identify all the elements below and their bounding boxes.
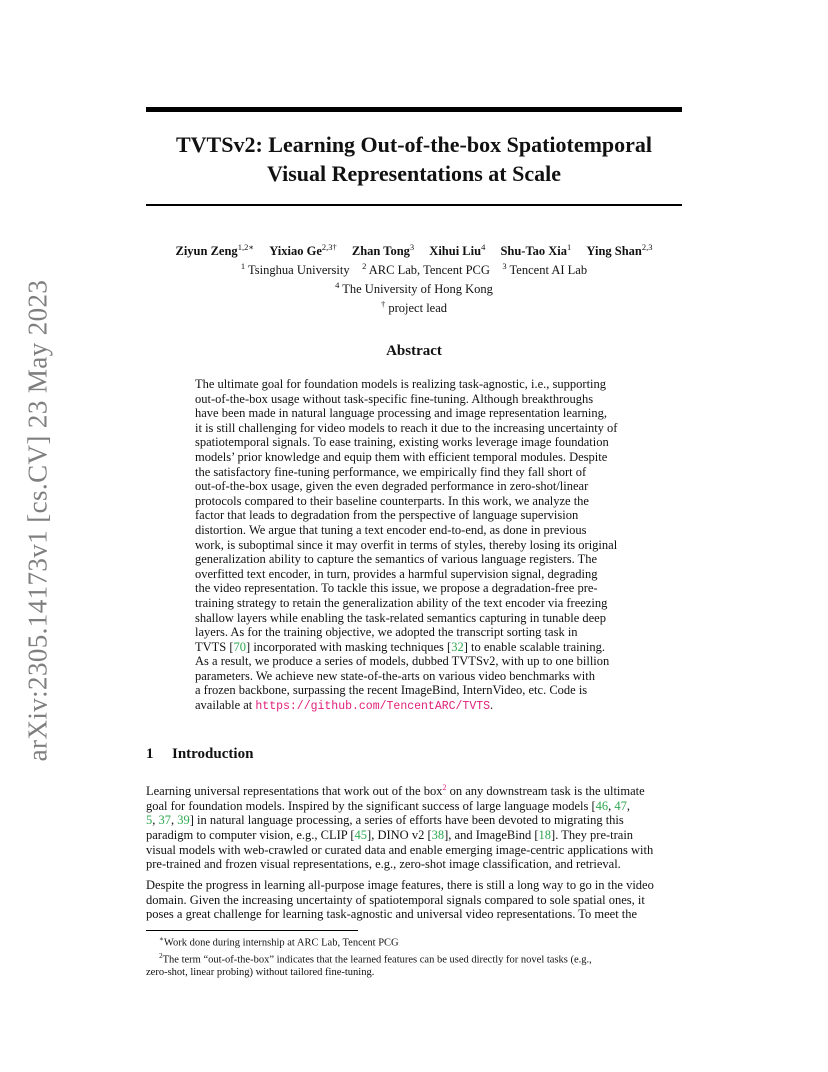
affiliation-line-2: $^4$ The University of Hong Kong <box>335 280 493 297</box>
abstract-line: generalization ability to capture the semantics of various language registers. The <box>195 552 598 567</box>
abstract-line: a frozen backbone, surpassing the recent ImageBind, InternVideo, etc. Code is <box>195 683 588 698</box>
abstract-line: models’ prior knowledge and equip them with efficient temporal modules. Despite <box>195 449 608 464</box>
arxiv-side-identifier <box>18 280 58 760</box>
abstract-line: out-of-the-box usage without task-specific fine-tuning. Although breakthroughs <box>195 391 594 406</box>
section-heading <box>146 746 253 763</box>
author: Shu-Tao Xia$^1$ <box>500 242 572 259</box>
author: Ziyun Zeng$^{1,2∗}$ <box>175 242 255 259</box>
abstract-line: TVTS [70] incorporated with masking techniques [32] to enable scalable training. <box>195 639 605 654</box>
author: Yixiao $Ge^{2,3\dagger}$ <box>269 242 337 259</box>
citation-link[interactable]: 46 <box>595 798 609 813</box>
footnotes <box>146 933 682 979</box>
abstract-line: the satisfactory fine-tuning performance, we empirically find they fall short of <box>195 464 587 479</box>
abstract-line: protocols compared to their baseline counterparts. In this work, we analyze the <box>195 493 589 508</box>
citation-link[interactable]: 45 <box>354 827 368 842</box>
citation-link[interactable]: 38 <box>431 827 445 842</box>
abstract-line: work, is suboptimal since it may overfit in terms of styles, thereby losing its original <box>195 537 618 552</box>
body-line: visual models with web-crawled or curated data and enable emerging image-centric applications with <box>146 842 654 857</box>
citation-link[interactable]: 47 <box>614 798 627 813</box>
abstract-line: overfitted text encoder, in turn, provides a harmful supervision signal, degrading <box>195 566 598 581</box>
title-bottom-rule <box>146 204 682 206</box>
arxiv-id-text: arXiv:2305.14173v1 [cs.CV] 23 May 2023 <box>22 279 53 761</box>
footnote-ref[interactable]: 2 <box>442 783 447 792</box>
author-block <box>110 240 718 317</box>
author: Zhan Tong$^3$ <box>351 242 415 259</box>
citation-link[interactable]: 18 <box>538 827 552 842</box>
intro-paragraph-1 <box>146 781 682 872</box>
section-number: 1 <box>146 746 154 762</box>
abstract-line: The ultimate goal for foundation models is realizing task-agnostic, i.e., supporting <box>195 377 607 391</box>
body-line: domain. Given the increasing uncertainty of spatiotemporal signals compared to sole spatial ones, it <box>146 892 645 907</box>
abstract-line: As a result, we produce a series of models, dubbed TVTSv2, with up to one billion <box>195 654 610 669</box>
title-top-rule <box>146 107 682 112</box>
title-line-2: Visual Representations at Scale <box>267 161 561 186</box>
body-line: goal for foundation models. Inspired by the significant success of large language models [46, 47, <box>146 798 631 813</box>
abstract-line: have been made in natural language processing and image representation learning, <box>195 406 607 421</box>
abstract-line: training strategy to retain the generalization ability of the text encoder via freezing <box>195 595 608 610</box>
affiliation-line-3: † project lead <box>380 299 448 316</box>
body-line: poses a great challenge for learning task-agnostic and universal video representations. To meet the <box>146 907 638 922</box>
body-line: paradigm to computer vision, e.g., CLIP [45], DINO v2 [38], and ImageBind [18]. They pre-train <box>146 827 634 842</box>
affiliation-line-1: $^1$ Tsinghua University $^2$ ARC Lab, Tencent PCG $^3$ Tencent AI Lab <box>240 261 588 278</box>
abstract-line: parameters. We achieve new state-of-the-arts on various video benchmarks with <box>195 668 595 683</box>
abstract-body <box>195 377 633 715</box>
citation-link[interactable]: 37 <box>158 813 171 828</box>
author-names <box>110 240 718 259</box>
body-line: Despite the progress in learning all-purpose image features, there is still a long way to go in the video <box>146 878 654 892</box>
footnote-1: ∗Work done during internship at ARC Lab, Tencent PCG <box>159 935 399 949</box>
footnote-2-cont: zero-shot, linear probing) without tailored fine-tuning. <box>146 967 375 978</box>
abstract-heading: Abstract <box>386 343 442 359</box>
footnote-rule <box>146 930 358 931</box>
paper-title <box>146 130 682 188</box>
citation-link[interactable]: 32 <box>451 639 464 654</box>
abstract-line: factor that leads to degradation from the perspective of language supervision <box>195 508 579 523</box>
body-line: Learning universal representations that work out of the box$^2$ on any downstream task is the ultimate <box>146 783 645 799</box>
citation-link[interactable]: 70 <box>233 639 247 654</box>
abstract-line: available at https://github.com/TencentARC/TVTS. <box>195 698 494 714</box>
abstract-line: the video representation. To tackle this issue, we propose a degradation-free pre- <box>195 581 598 596</box>
abstract-line: out-of-the-box usage, given the even degraded performance in zero-shot/linear <box>195 479 589 494</box>
author: Ying Shan$^{2,3}$ <box>586 242 653 259</box>
citation-link[interactable]: 5 <box>146 813 153 828</box>
code-url-link[interactable]: https://github.com/TencentARC/TVTS <box>255 700 491 714</box>
section-title: Introduction <box>172 746 254 762</box>
abstract-line: layers. As for the training objective, we adopted the transcript sorting task in <box>195 625 578 640</box>
body-line: 5, 37, 39] in natural language processing, a series of efforts have been devoted to migrating this <box>146 813 624 828</box>
citation-link[interactable]: 39 <box>177 813 190 828</box>
footnote-2: $^2$The term “out-of-the-box” indicates that the learned features can be used directly for novel tasks (e.g., <box>159 951 592 965</box>
body-line: pre-trained and frozen visual representations, e.g., zero-shot image classification, and retrieval. <box>146 857 621 872</box>
intro-paragraph-2 <box>146 878 682 922</box>
abstract-line: distortion. We argue that tuning a text encoder end-to-end, as done in previous <box>195 522 587 537</box>
author: Xihui Liu$^4$ <box>429 242 486 259</box>
title-line-1: TVTSv2: Learning Out-of-the-box Spatiotemporal <box>175 132 653 157</box>
abstract-line: spatiotemporal signals. To ease training, existing works leverage image foundation <box>195 435 609 450</box>
abstract-line: shallow layers while enabling the task-related semantics capturing in tunable deep <box>195 610 606 625</box>
abstract-line: it is still challenging for video models to reach it due to the increasing uncertainty of <box>195 420 618 435</box>
